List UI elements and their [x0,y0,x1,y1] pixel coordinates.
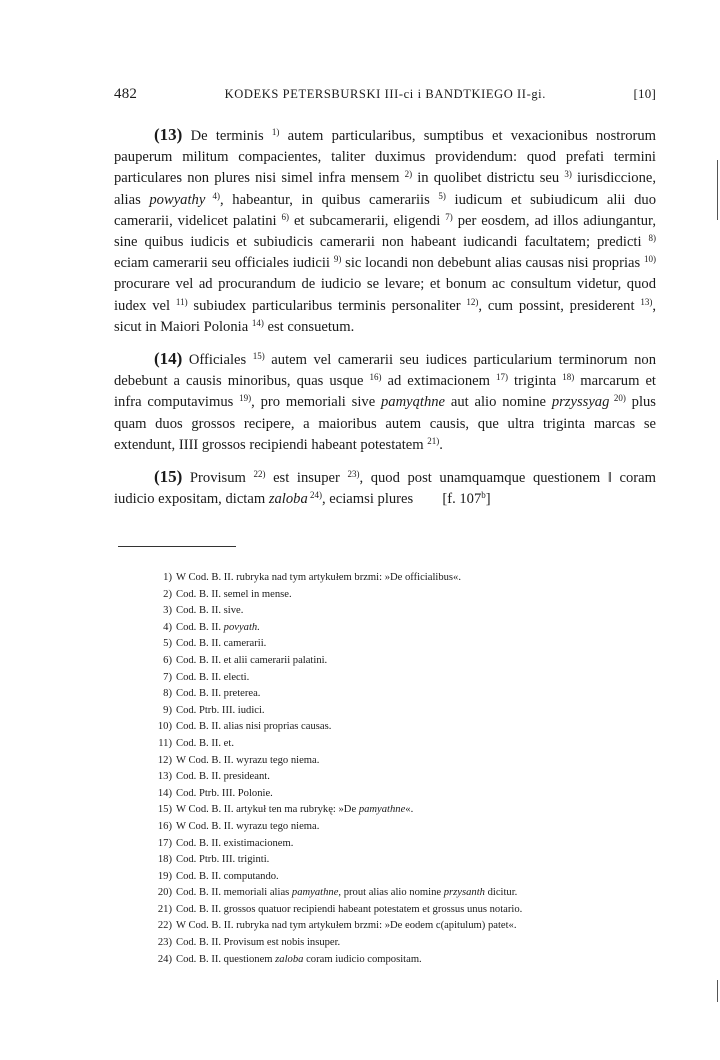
footnote-text: Cod. B. II. computando. [176,870,279,882]
text-run: sic locandi non debebunt alias causas nisi proprias [341,255,644,272]
footnote [150,587,670,604]
footnote-mark: 6) [163,654,172,666]
footnote-text: Cod. B. II. [176,621,224,633]
footnote-text: , prout alias alio nomine [338,887,444,899]
footnote [150,802,670,819]
footnote-text: Cod. Ptrb. III. iudici. [176,704,265,716]
footnote [150,869,670,886]
footnote-mark: 11) [158,737,172,749]
running-header [114,86,656,103]
footnote-italic: povyath. [223,621,260,633]
footnote-ref: 19) [239,393,252,404]
footnote-text: Cod. B. II. Provisum est nobis insuper. [176,937,341,949]
scan-edge-mark [717,160,718,220]
footnote-mark: 20) [157,887,172,899]
footnote [150,769,670,786]
footnote-text: W Cod. B. II. artykuł ten ma rubrykę: »De [176,804,359,816]
text-run: subiudex particularibus terminis personaliter [187,297,467,314]
footnote [150,719,670,736]
footnote-mark: 19) [157,870,172,882]
footnote-text: dicitur. [484,887,518,899]
footnote-mark: 10) [157,721,172,733]
vernacular-term: zaloba [268,491,308,508]
text-run: triginta [508,373,563,390]
footnote [150,653,670,670]
text-run: eciam camerarii seu officiales iudicii [114,255,334,272]
footnote-mark: 1) [163,572,172,583]
footnote-mark: 15) [157,804,172,816]
page-number: 482 [114,86,138,102]
footnote-mark: 23) [157,937,172,949]
footnote-italic: przysanth [443,887,485,899]
footnote-text: W Cod. B. II. rubryka nad tym artykułem brzmi: »De eodem c(apitulum) patet«. [176,920,517,932]
footnote-mark: 8) [163,688,172,700]
footnote [150,753,670,770]
footnote-ref: 4) [205,190,221,201]
running-title: KODEKS PETERSBURSKI III-ci i BANDTKIEGO II-gi. [224,87,546,101]
footnote-ref: 18) [562,372,575,383]
text-run: plus quam duos grossos recipere, a maioribus autem causis, que ultra triginta marcas se extendunt, IIII grossos recipiendi habeant potestatem [114,394,656,453]
footnote-mark: 24) [157,953,172,965]
footnote-ref: 21) [427,435,440,446]
footnote-text: Cod. B. II. alias nisi proprias causas. [176,721,332,733]
text-run: , quod post unamquamque questionem ‖ coram iudicio expositam, dictam [114,470,656,508]
footnote-ref: 2) [404,169,413,180]
footnote-ref: 17) [496,372,509,383]
text-run: , sicut in Maiori Polonia [114,297,656,335]
footnote [150,918,670,935]
article-number: (14) [154,349,183,369]
footnote-mark: 5) [163,638,172,650]
text-run: , cum possint, presiderent [478,297,641,314]
footnote-italic: pamyathne [358,804,406,816]
footnote-ref: 5) [438,190,446,201]
footnote-text: Cod. Ptrb. III. Polonie. [176,787,273,799]
text-run: aut alio nomine [445,394,552,411]
text-run: in quolibet districtu seu [412,170,565,187]
scan-edge-mark [717,980,718,1002]
footnote-ref: b [481,490,486,501]
footnote [150,819,670,836]
footnote-text: Cod. B. II. preterea. [176,688,261,700]
footnote-mark: 13) [157,771,172,783]
footnote-mark: 14) [157,787,172,799]
paragraph [114,124,656,338]
text-run: et subcamerarii, eligendi [289,212,446,229]
footnote-ref: 14) [251,317,264,328]
footnote-ref: 10) [644,254,656,265]
footnote [150,952,670,969]
text-run: ad extimacionem [381,373,497,390]
footnote-text: Cod. B. II. memoriali alias [176,887,292,899]
footnote-text: Cod. B. II. questionem [176,953,276,965]
footnote [150,902,670,919]
footnote-text: «. [405,804,414,816]
footnote-ref: 22) [253,469,266,480]
footnote [150,736,670,753]
footnote-mark: 3) [163,605,172,617]
footnote-text: Cod. B. II. existimacionem. [176,837,294,849]
footnote-text: Cod. Ptrb. III. triginti. [176,854,270,866]
footnote-text: W Cod. B. II. wyrazu tego niema. [176,754,320,766]
footnote-text: Cod. B. II. et. [176,737,234,749]
text-run: Provisum [182,470,254,487]
article-number: (15) [154,467,183,487]
footnote [150,703,670,720]
text-run: , pro memoriali sive [251,394,381,411]
footnote-text: W Cod. B. II. rubryka nad tym artykułem brzmi: »De officialibus«. [176,572,461,583]
footnote [150,570,670,587]
footnote-mark: 7) [163,671,172,683]
text-run: est insuper [265,470,348,487]
footnote-ref: 6) [281,211,290,222]
footnote-text: Cod. B. II. et alii camerarii palatini. [176,654,328,666]
vernacular-term: pamyąthne [381,394,446,411]
footnote-mark: 17) [157,837,172,849]
footnote-ref: 23) [347,469,360,480]
text-run: autem vel camerarii seu iudices particularium terminorum non debebunt a causis minoribus, quas usque [114,352,656,390]
footnote-ref: 20) [609,393,626,404]
text-run: marcarum et infra computavimus [114,373,656,411]
footnote-ref: 11) [175,296,188,307]
article-number: (13) [154,125,183,144]
text-run: iudicum et subiudicum alii duo camerarii, videlicet palatini [114,191,656,229]
footnote [150,885,670,902]
footnote [150,620,670,637]
text-run: , eciamsi plures [f. 107 [322,491,482,508]
text-run: est consuetum. [263,318,355,335]
footnote-text: Cod. B. II. camerarii. [176,638,267,650]
footnote-divider [118,546,236,547]
text-run: iurisdiccione, alias [114,170,656,208]
vernacular-term: powyathy [149,191,206,208]
footnote [150,836,670,853]
footnote-mark: 9) [163,704,172,716]
footnote [150,603,670,620]
footnote-mark: 21) [157,903,172,915]
footnote-mark: 22) [157,920,172,932]
footnote-ref: 1) [271,127,280,137]
text-run: ] [485,491,491,508]
footnote [150,786,670,803]
text-run: De terminis [182,128,272,144]
footnote [150,935,670,952]
footnote-ref: 7) [445,211,453,222]
section-marker: [10] [633,86,656,101]
footnote-text: Cod. B. II. sive. [176,605,244,617]
footnotes [150,570,670,968]
text-run: autem particularibus, sumptibus et vexacionibus nostrorum pauperum militum compacientes, taliter duximus providendum: quod prefati termini particulares non plures nisi simel infra mensem [114,128,656,187]
footnote-ref: 3) [564,169,572,180]
footnote-text: Cod. B. II. grossos quatuor recipiendi habeant potestatem et grossus unus notario. [176,903,523,915]
vernacular-term: przyssyag [551,394,610,411]
footnote [150,686,670,703]
text-run: procurare vel ad procurandum de iudicio se levare; et bonum ac consultum videtur, quod iudex vel [114,276,656,314]
footnote-ref: 16) [369,372,382,383]
footnote-text: coram iudicio compositam. [303,953,422,965]
footnote-text: Cod. B. II. presideant. [176,771,270,783]
footnote [150,852,670,869]
text-run: , habeantur, in quibus camerariis [220,191,439,208]
footnote-italic: pamyathne [291,887,339,899]
footnote-mark: 12) [157,754,172,766]
footnote-mark: 16) [157,820,172,832]
text-run: . [439,436,443,453]
paragraph [114,466,656,510]
footnote-ref: 8) [648,233,656,244]
footnote-ref: 13) [640,296,653,307]
footnote-text: Cod. B. II. electi. [176,671,250,683]
text-run: Officiales [182,352,253,369]
footnote-ref: 24) [307,490,322,501]
footnote-ref: 9) [333,254,342,265]
paragraph [114,348,656,456]
footnote-italic: zaloba [275,953,304,965]
footnote-ref: 15) [252,351,265,362]
footnote-mark: 2) [163,588,172,600]
footnote-text: W Cod. B. II. wyrazu tego niema. [176,820,320,832]
footnote [150,636,670,653]
footnote-mark: 18) [157,854,172,866]
footnote-mark: 4) [163,621,172,633]
footnote-ref: 12) [466,296,479,307]
footnote [150,670,670,687]
text-run: per eosdem, ad illos adiungantur, sine quibus iudicis et subiudicis camerarii non habeant iudicandi facultatem; predicti [114,212,656,251]
main-text [114,124,656,520]
footnote-text: Cod. B. II. semel in mense. [176,588,292,600]
